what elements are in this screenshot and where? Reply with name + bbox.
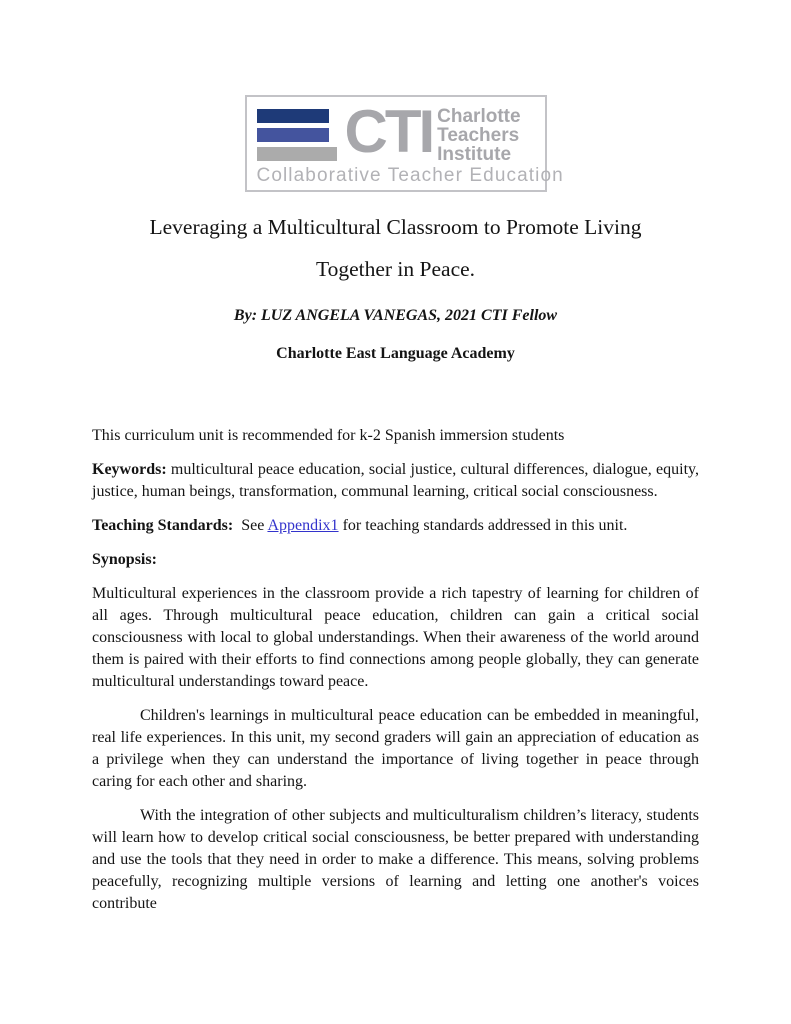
- logo-name-line-2: Teachers: [437, 125, 520, 146]
- page-title-line-2: Together in Peace.: [315, 257, 476, 281]
- cti-logo-top-row: [257, 98, 535, 165]
- logo-bar-bottom: [257, 147, 337, 161]
- synopsis-paragraph-2: Children's learnings in multicultural peace education can be embedded in meaningful, real life experiences. In this unit, my second graders will gain an appreciation of education as a privilege when they can understand the importance of living together in peace through caring for each other and sharing.: [92, 707, 699, 790]
- keywords-text: multicultural peace education, social justice, cultural differences, dialogue, equity, justice, human beings, transformation, communal learning, critical social consciousness.: [92, 461, 699, 500]
- logo-name-line-3: Institute: [437, 144, 512, 165]
- teaching-standards-pre-text: See: [233, 517, 268, 534]
- keywords-label: Keywords:: [92, 461, 167, 478]
- logo-bar-top: [257, 109, 329, 123]
- teaching-standards-post-text: for teaching standards addressed in this unit.: [338, 517, 628, 534]
- school-name: Charlotte East Language Academy: [276, 345, 515, 362]
- logo-bar-middle: [257, 128, 329, 142]
- teaching-standards-paragraph: [92, 515, 699, 537]
- synopsis-paragraph-3: With the integration of other subjects and multiculturalism children’s literacy, students will learn how to develop critical social consciousness, be better prepared with understanding and use the tools that they need in order to make a difference. This means, solving problems peacefully, recognizing multiple versions of learning and letting one another's voices contribute: [92, 807, 699, 912]
- author-byline: By: LUZ ANGELA VANEGAS, 2021 CTI Fellow: [233, 307, 558, 324]
- cti-logo: [245, 95, 564, 192]
- logo-name-line-1: Charlotte: [437, 106, 521, 127]
- appendix-link[interactable]: Appendix1: [267, 517, 339, 534]
- page-title: [92, 206, 699, 290]
- logo-acronym: CTI: [344, 98, 433, 165]
- teaching-standards-label: Teaching Standards:: [92, 517, 234, 534]
- page-title-line-1: Leveraging a Multicultural Classroom to Promote Living: [149, 215, 642, 239]
- logo-institute-name: [437, 107, 520, 164]
- keywords-paragraph: [92, 459, 699, 503]
- recommendation-paragraph: This curriculum unit is recommended for k-2 Spanish immersion students: [92, 427, 565, 444]
- document-body: [92, 425, 699, 915]
- logo-tagline: Collaborative Teacher Education: [256, 165, 564, 186]
- synopsis-paragraph-1: Multicultural experiences in the classroom provide a rich tapestry of learning for children of all ages. Through multicultural peace education, children can gain a critical social consciousness with local to global understandings. When their awareness of the world around them is paired with their efforts to find connections among people globally, they can generate multicultural understandings toward peace.: [92, 585, 699, 690]
- synopsis-heading: Synopsis:: [92, 551, 157, 568]
- logo-bars-icon: [257, 109, 337, 161]
